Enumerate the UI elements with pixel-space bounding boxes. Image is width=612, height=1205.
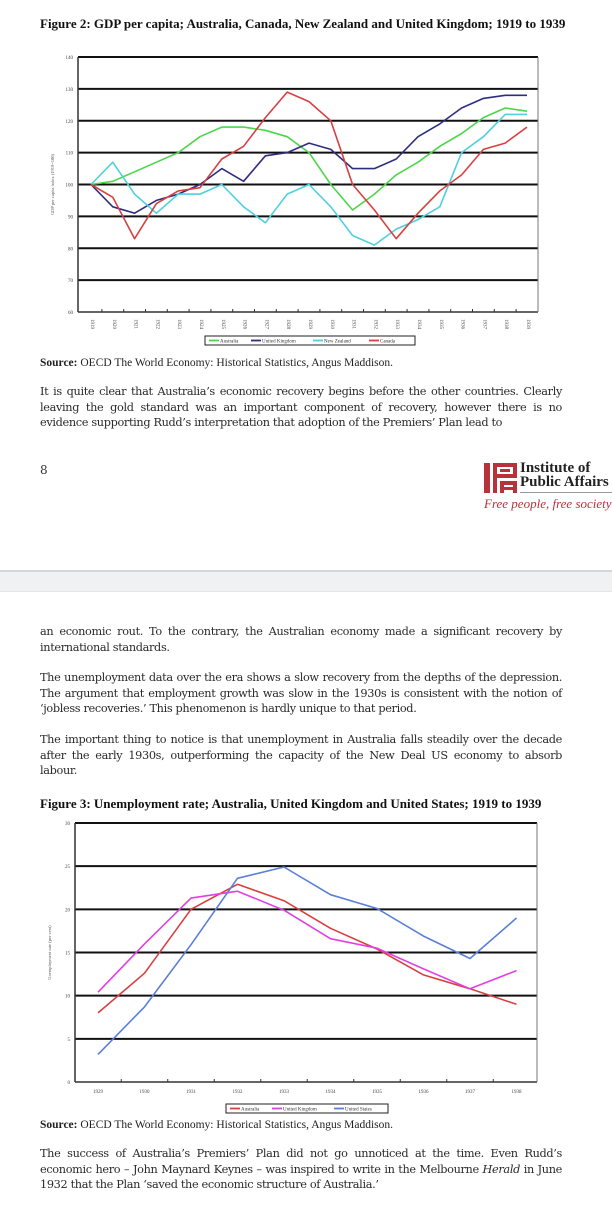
data-point (483, 149, 484, 150)
x-tick-label: 1936 (459, 319, 465, 329)
series-line-australia (98, 884, 517, 1013)
series-line-australia (91, 108, 527, 210)
x-tick-label: 1937 (481, 319, 487, 329)
data-point (156, 200, 157, 201)
data-point (396, 158, 397, 159)
unemployment-rate-chart (0, 814, 612, 1114)
data-point (190, 944, 191, 945)
ipa-logo-mark-icon (484, 463, 518, 493)
data-point (283, 910, 284, 911)
data-point (265, 222, 266, 223)
data-point (483, 98, 484, 99)
data-point (287, 91, 288, 92)
data-point (417, 136, 418, 137)
data-point (352, 209, 353, 210)
y-tick-label: 100 (65, 183, 73, 189)
legend-label: United States (345, 1107, 372, 1113)
data-point (156, 203, 157, 204)
x-tick-label: 1934 (416, 319, 421, 329)
data-point (376, 948, 377, 949)
data-point (199, 136, 200, 137)
data-point (330, 184, 331, 185)
data-point (330, 938, 331, 939)
data-point (330, 894, 331, 895)
y-tick-label: 25 (65, 865, 70, 871)
legend-label: New Zealand (324, 339, 351, 345)
figure-2-source (40, 357, 393, 369)
data-point (237, 891, 238, 892)
x-tick-label: 1938 (503, 319, 509, 329)
data-point (156, 213, 157, 214)
series-line-united-states (98, 867, 517, 1054)
data-point (308, 142, 309, 143)
data-point (417, 219, 418, 220)
data-point (352, 235, 353, 236)
data-point (199, 193, 200, 194)
source-text: OECD The World Economy: Historical Statistics, Angus Maddison. (80, 1119, 394, 1131)
data-point (237, 878, 238, 879)
page-separator (0, 570, 612, 592)
source-label: Source: (40, 1119, 78, 1131)
data-point (330, 206, 331, 207)
figure-2-title: Figure 2: GDP per capita; Australia, Canada, New Zealand and United Kingdom; 1919 to 1939 (40, 16, 566, 31)
y-tick-label: 140 (65, 56, 73, 61)
x-tick-label: 1926 (241, 319, 247, 329)
document-page-1 (0, 0, 612, 572)
data-point (265, 117, 266, 118)
data-point (134, 238, 135, 239)
document-page-2 (0, 592, 612, 1205)
data-point (190, 909, 191, 910)
data-point (330, 120, 331, 121)
data-point (483, 136, 484, 137)
closing-text-1: The success of Australia’s Premiers’ Plan did not go unnoticed at the time. Even Rudd’s economic hero – John Maynard Keynes – was inspired to write in the Melbourne (40, 1147, 562, 1176)
data-point (112, 206, 113, 207)
data-point (439, 146, 440, 147)
y-tick-label: 90 (68, 215, 73, 221)
x-tick-label: 1931 (350, 319, 356, 329)
x-tick-label: 1935 (372, 1090, 382, 1095)
logo-tagline: Free people, free society (484, 496, 612, 511)
data-point (505, 107, 506, 108)
data-point (516, 970, 517, 971)
data-point (469, 958, 470, 959)
data-point (330, 928, 331, 929)
data-point (243, 181, 244, 182)
data-point (374, 244, 375, 245)
x-tick-label: 1935 (437, 319, 443, 329)
data-point (178, 190, 179, 191)
data-point (439, 206, 440, 207)
data-point (243, 206, 244, 207)
body-paragraph-1: an economic rout. To the contrary, the Australian economy made a significant recovery by international standards. (40, 625, 562, 654)
data-point (417, 162, 418, 163)
data-point (461, 174, 462, 175)
data-point (112, 197, 113, 198)
data-point (396, 229, 397, 230)
y-tick-label: 70 (68, 279, 73, 285)
data-point (112, 162, 113, 163)
data-point (97, 1012, 98, 1013)
y-axis-label: Unemployment rate (per cent) (47, 925, 52, 980)
data-point (526, 111, 527, 112)
x-tick-label: 1930 (139, 1090, 150, 1095)
body-paragraph-2: The unemployment data over the era shows a slow recovery from the depths of the depression. The argument that employment growth was slow in the 1930s is consistent with the notion of ‘jobless recoveries.’ This phenomenon is hardly unique to that period. (40, 671, 562, 716)
data-point (423, 935, 424, 936)
y-tick-label: 10 (65, 994, 70, 1000)
data-point (243, 146, 244, 147)
data-point (199, 187, 200, 188)
x-tick-label: 1937 (465, 1090, 475, 1095)
closing-text-2: in June 1932 that the Plan ‘saved the economic structure of Australia.’ (40, 1162, 562, 1192)
data-point (144, 973, 145, 974)
figure-3-source (40, 1119, 393, 1131)
data-point (221, 127, 222, 128)
data-point (439, 123, 440, 124)
data-point (376, 908, 377, 909)
figure-3-title: Figure 3: Unemployment rate; Australia, United Kingdom and United States; 1919 to 1939 (40, 796, 542, 811)
data-point (526, 114, 527, 115)
x-tick-label: 1932 (232, 1090, 243, 1095)
x-tick-label: 1922 (154, 319, 160, 329)
y-tick-label: 15 (65, 951, 70, 957)
data-point (283, 900, 284, 901)
y-tick-label: 0 (67, 1081, 70, 1086)
data-point (352, 184, 353, 185)
y-tick-label: 130 (65, 87, 73, 93)
legend-label: United Kingdom (283, 1107, 317, 1113)
data-point (439, 190, 440, 191)
data-point (97, 992, 98, 993)
data-point (97, 1054, 98, 1055)
logo-line-1: Institute of (520, 461, 591, 476)
x-tick-label: 1928 (285, 319, 291, 329)
data-point (221, 168, 222, 169)
data-point (352, 168, 353, 169)
x-tick-label: 1929 (307, 319, 312, 329)
data-point (134, 193, 135, 194)
x-tick-label: 1920 (110, 319, 116, 329)
data-point (516, 1004, 517, 1005)
logo-line-2: Public Affairs (520, 474, 609, 490)
gdp-per-capita-chart (0, 50, 612, 350)
series-line-united-kingdom (98, 891, 517, 992)
x-tick-label: 1925 (219, 319, 225, 329)
data-point (265, 130, 266, 131)
page-number: 8 (40, 463, 48, 477)
y-tick-label: 60 (68, 311, 73, 316)
x-tick-label: 1938 (511, 1090, 522, 1095)
data-point (308, 101, 309, 102)
data-point (243, 127, 244, 128)
y-tick-label: 20 (65, 908, 70, 914)
x-tick-label: 1924 (198, 319, 203, 329)
data-point (134, 213, 135, 214)
y-tick-label: 30 (65, 822, 70, 827)
data-point (483, 117, 484, 118)
data-point (374, 209, 375, 210)
x-tick-label: 1929 (93, 1090, 103, 1095)
data-point (505, 114, 506, 115)
body-paragraph: It is quite clear that Australia’s economic recovery begins before the other countries. Clearly leaving the gold standard was an important component of recovery, however there is no evidence supporting Rudd’s interpretation that adoption of the Premiers’ Plan lead to (40, 385, 562, 430)
x-tick-label: 1936 (418, 1090, 429, 1095)
data-point (156, 162, 157, 163)
source-text: OECD The World Economy: Historical Statistics, Angus Maddison. (80, 357, 394, 369)
x-tick-label: 1919 (89, 319, 94, 329)
data-point (516, 917, 517, 918)
legend-label: Australia (220, 339, 239, 345)
data-point (190, 898, 191, 899)
data-point (423, 974, 424, 975)
data-point (505, 142, 506, 143)
data-point (144, 943, 145, 944)
y-axis-label: GDP per capita index (1919=100) (50, 153, 55, 216)
legend-label: Canada (380, 339, 395, 345)
x-tick-label: 1927 (263, 319, 269, 329)
data-point (374, 193, 375, 194)
x-tick-label: 1923 (176, 319, 182, 329)
data-point (134, 171, 135, 172)
x-tick-label: 1939 (525, 319, 530, 329)
data-point (178, 152, 179, 153)
x-tick-label: 1932 (372, 319, 378, 329)
y-tick-label: 80 (68, 247, 73, 253)
legend-label: United Kingdom (262, 339, 296, 345)
data-point (237, 884, 238, 885)
data-point (287, 193, 288, 194)
data-point (417, 213, 418, 214)
data-point (178, 193, 179, 194)
data-point (461, 152, 462, 153)
data-point (221, 184, 222, 185)
data-point (265, 155, 266, 156)
data-point (396, 174, 397, 175)
data-point (308, 152, 309, 153)
data-point (90, 184, 91, 185)
data-point (144, 1006, 145, 1007)
data-point (423, 968, 424, 969)
data-point (396, 238, 397, 239)
data-point (308, 184, 309, 185)
data-point (461, 107, 462, 108)
data-point (374, 168, 375, 169)
data-point (526, 127, 527, 128)
data-point (221, 158, 222, 159)
data-point (199, 184, 200, 185)
data-point (526, 95, 527, 96)
x-tick-label: 1934 (325, 1090, 336, 1095)
body-paragraph-3: The important thing to notice is that unemployment in Australia falls steadily over the decade after the early 1930s, outperforming the capacity of the New Deal US economy to absorb labour. (40, 733, 562, 778)
y-tick-label: 5 (67, 1037, 70, 1043)
x-tick-label: 1931 (186, 1090, 196, 1095)
data-point (461, 133, 462, 134)
herald-italic: Herald (482, 1162, 520, 1176)
data-point (505, 95, 506, 96)
x-tick-label: 1933 (279, 1090, 289, 1095)
data-point (112, 181, 113, 182)
data-point (330, 149, 331, 150)
data-point (287, 136, 288, 137)
y-tick-label: 120 (65, 119, 73, 125)
ipa-logo (484, 461, 612, 521)
x-tick-label: 1921 (132, 319, 138, 329)
x-tick-label: 1930 (328, 319, 334, 329)
logo-rule (520, 492, 612, 493)
data-point (283, 866, 284, 867)
closing-paragraph (40, 1146, 562, 1193)
y-tick-label: 110 (65, 151, 73, 157)
data-point (287, 152, 288, 153)
data-point (469, 988, 470, 989)
legend-label: Australia (241, 1107, 260, 1113)
x-tick-label: 1933 (394, 319, 400, 329)
source-label: Source: (40, 357, 78, 369)
